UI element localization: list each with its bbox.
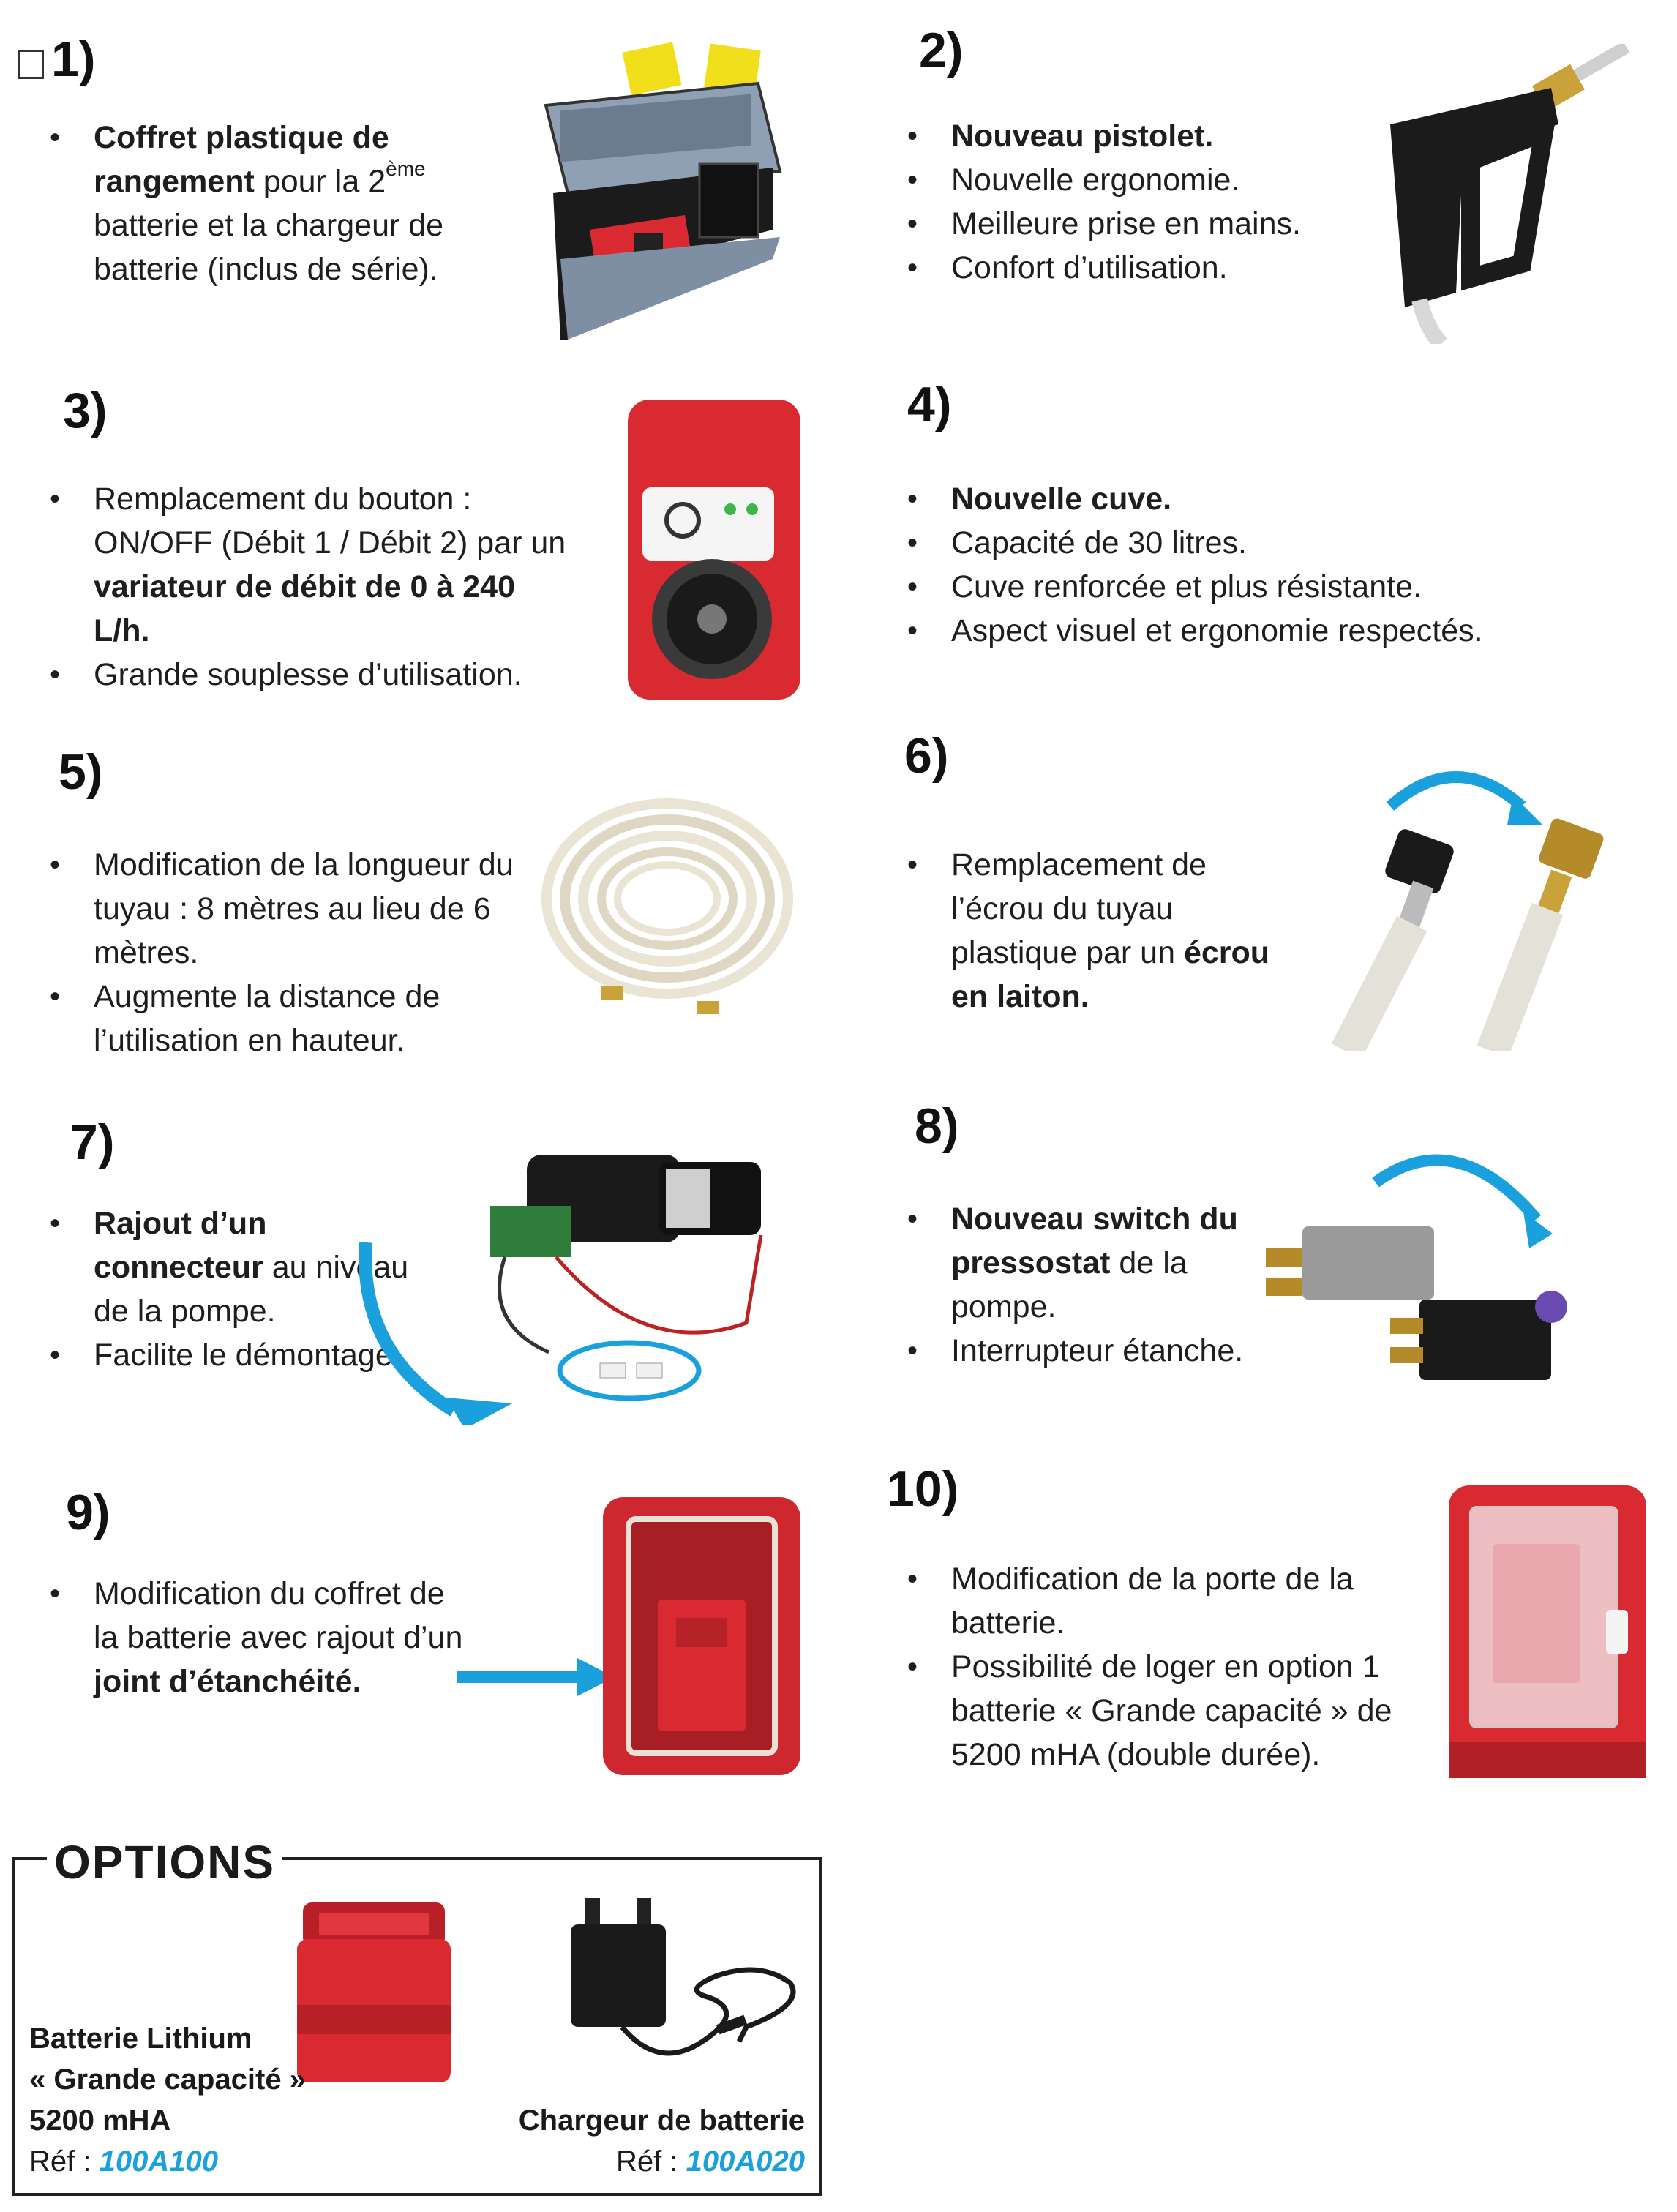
item-2-bullets	[907, 114, 1361, 290]
bullet-text: de la pompe.	[951, 1245, 1188, 1324]
bullet-item	[50, 1572, 474, 1703]
bullet-text: ème	[386, 157, 426, 180]
bullet-text: pour la 2	[254, 164, 386, 199]
bullet-item	[907, 843, 1302, 1019]
bullet-item	[907, 477, 1566, 521]
item-2-number: 2)	[919, 23, 964, 78]
bullet-item	[50, 116, 503, 291]
checkbox-icon	[18, 50, 44, 79]
bullet-text: Remplacement du bouton : ON/OFF (Débit 1 / Débit 2) par un	[94, 481, 566, 561]
bullet-item	[907, 246, 1361, 290]
bullet-text: Grande souplesse d’utilisation.	[94, 657, 522, 692]
item-4-number: 4)	[907, 377, 952, 432]
battery-compartment-photo	[603, 1497, 800, 1775]
bullet-text: Facilite le démontage.	[94, 1338, 402, 1373]
options-title: OPTIONS	[47, 1835, 282, 1889]
battery-ref-label: Réf :	[29, 2145, 100, 2178]
bullet-item	[907, 565, 1566, 609]
bullet-text: Remplacement de l’écrou du tuyau plastique par un	[951, 847, 1207, 970]
item-6-bullets	[907, 843, 1302, 1019]
pressure-switch-photo	[1258, 1139, 1624, 1391]
charger-option-text	[468, 2100, 805, 2182]
bullet-text: Nouveau pistolet.	[951, 119, 1214, 154]
bullet-item	[50, 477, 577, 653]
bullet-text: Meilleure prise en mains.	[951, 206, 1301, 241]
charger-name: Chargeur de batterie	[518, 2104, 805, 2137]
battery-line-2: « Grande capacité »	[29, 2063, 306, 2096]
bullet-text: variateur de débit de 0 à 240 L/h.	[94, 569, 515, 648]
bullet-text: Coffret plastique de rangement	[94, 120, 389, 199]
item-9-number: 9)	[66, 1485, 110, 1540]
item-8-number: 8)	[915, 1098, 959, 1154]
battery-ref	[29, 2141, 337, 2182]
item-9-bullets	[50, 1572, 474, 1703]
bullet-item	[907, 609, 1566, 653]
item-4-bullets	[907, 477, 1566, 653]
item-7-number: 7)	[70, 1114, 115, 1170]
spray-gun-photo	[1376, 44, 1639, 344]
toolbox-photo	[539, 40, 787, 340]
bullet-text: Nouveau switch du pressostat	[951, 1201, 1238, 1281]
bullet-text: Modification du coffret de la batterie avec rajout d’un	[94, 1576, 463, 1655]
item-1-bullets	[50, 116, 503, 291]
bullet-text: Nouvelle cuve.	[951, 481, 1172, 517]
bullet-item	[907, 521, 1566, 565]
item-3-number: 3)	[63, 383, 108, 438]
bullet-item	[907, 1197, 1258, 1329]
charger-ref-label: Réf :	[616, 2145, 686, 2178]
bullet-text: Interrupteur étanche.	[951, 1333, 1244, 1368]
bullet-item	[907, 1329, 1258, 1373]
nut-replacement-photo	[1310, 755, 1617, 1051]
blue-arrow-icon	[457, 1655, 615, 1699]
bullet-item	[50, 975, 533, 1062]
item-8-bullets	[907, 1197, 1258, 1373]
battery-ref-code: 100A100	[99, 2145, 218, 2178]
battery-option-text	[29, 2018, 337, 2182]
bullet-text: Modification de la porte de la batterie.	[951, 1561, 1354, 1641]
bullet-text: Cuve renforcée et plus résistante.	[951, 569, 1422, 604]
item-5-number: 5)	[59, 744, 103, 800]
item-10-number: 10)	[887, 1461, 959, 1517]
item-1-number: 1)	[18, 31, 95, 88]
charger-ref-code: 100A020	[686, 2145, 805, 2178]
bullet-item	[50, 653, 577, 697]
battery-line-3: 5200 mHA	[29, 2104, 171, 2137]
bullet-text: Augmente la distance de l’utilisation en hauteur.	[94, 979, 440, 1058]
bullet-item	[50, 843, 533, 975]
bullet-text: batterie et la chargeur de batterie (inclus de série).	[94, 208, 444, 287]
bullet-text: Aspect visuel et ergonomie respectés.	[951, 613, 1483, 648]
item-6-number: 6)	[904, 728, 949, 784]
bullet-text: écrou en laiton.	[951, 935, 1270, 1014]
bullet-item	[907, 158, 1361, 202]
bullet-item	[907, 114, 1361, 158]
item-10-bullets	[907, 1557, 1419, 1777]
bullet-text: Nouvelle ergonomie.	[951, 162, 1240, 198]
bullet-text: Possibilité de loger en option 1 batterie « Grande capacité » de 5200 mHA (double durée).	[951, 1649, 1392, 1772]
battery-charger-photo	[571, 1895, 805, 2063]
bullet-text: au niveau de la pompe.	[94, 1250, 409, 1329]
item-3-bullets	[50, 477, 577, 697]
bullet-text: Modification de la longueur du tuyau : 8 mètres au lieu de 6 mètres.	[94, 847, 514, 970]
bullet-text: Confort d’utilisation.	[951, 250, 1228, 285]
pump-connector-photo	[337, 1118, 819, 1425]
flow-regulator-photo	[628, 400, 800, 700]
charger-ref	[468, 2141, 805, 2182]
hose-coil-photo	[536, 789, 798, 1038]
bullet-text: joint d’étanchéité.	[94, 1664, 361, 1699]
battery-line-1: Batterie Lithium	[29, 2022, 252, 2055]
bullet-text: Capacité de 30 litres.	[951, 525, 1247, 561]
item-5-bullets	[50, 843, 533, 1062]
bullet-item	[907, 1557, 1419, 1645]
battery-door-photo	[1449, 1485, 1646, 1778]
bullet-item	[907, 1645, 1419, 1777]
bullet-text: Rajout d’un connecteur	[94, 1206, 267, 1285]
bullet-item	[907, 202, 1361, 246]
